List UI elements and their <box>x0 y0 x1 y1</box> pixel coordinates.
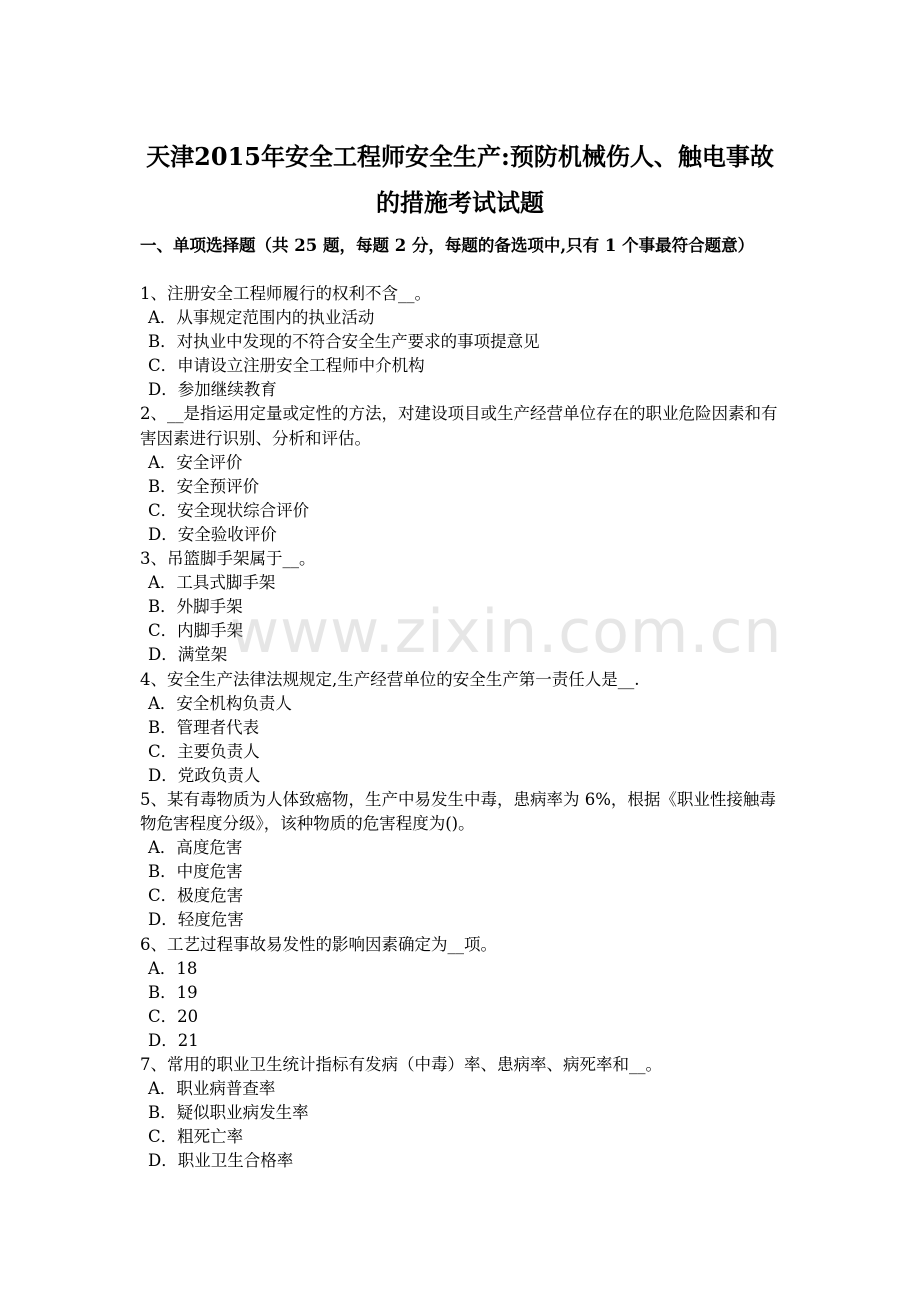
answer-option: D．职业卫生合格率 <box>148 1151 294 1171</box>
answer-option: C．内脚手架 <box>148 621 244 641</box>
question-block <box>140 282 790 402</box>
answer-option: C．20 <box>148 1006 199 1026</box>
question-stem: 1、注册安全工程师履行的权利不含__。 <box>140 284 431 303</box>
answer-option: C．申请设立注册安全工程师中介机构 <box>148 356 425 376</box>
answer-option: C．粗死亡率 <box>148 1127 244 1147</box>
answer-option: B．疑似职业病发生率 <box>148 1103 309 1123</box>
answer-option: A．安全评价 <box>148 452 243 472</box>
question-list <box>140 282 790 1173</box>
question-block <box>140 668 790 788</box>
answer-option: B．安全预评价 <box>148 476 260 496</box>
answer-option: B．外脚手架 <box>148 597 243 617</box>
answer-option: D．轻度危害 <box>148 910 244 930</box>
answer-option: A．从事规定范围内的执业活动 <box>148 308 375 328</box>
question-block <box>140 402 790 547</box>
answer-option: A．安全机构负责人 <box>148 693 292 713</box>
answer-option: D．参加继续教育 <box>148 380 277 400</box>
watermark: www.zixin.com.cn <box>230 597 783 667</box>
question-block <box>140 1053 790 1173</box>
answer-option: D．党政负责人 <box>148 765 261 785</box>
question-stem: 4、安全生产法律法规规定,生产经营单位的安全生产第一责任人是__. <box>140 669 640 689</box>
answer-option: A．工具式脚手架 <box>148 573 276 593</box>
answer-option: A．高度危害 <box>148 838 243 858</box>
document-title-line2: 的措施考试试题 <box>376 188 544 217</box>
answer-option: A．18 <box>148 958 198 978</box>
question-stem: 2、__是指运用定量或定性的方法，对建设项目或生产经营单位存在的职业危险因素和有害因素进行识别、分析和评估。 <box>140 404 778 448</box>
answer-option: A．职业病普查率 <box>148 1079 276 1099</box>
question-block <box>140 547 790 667</box>
answer-option: C．极度危害 <box>148 886 244 906</box>
answer-option: B．对执业中发现的不符合安全生产要求的事项提意见 <box>148 332 540 352</box>
answer-option: B．中度危害 <box>148 862 243 882</box>
question-stem: 3、吊篮脚手架属于__。 <box>140 549 316 569</box>
section-header: 一、单项选择题（共 25 题，每题 2 分，每题的备选项中,只有 1 个事最符合题意） <box>140 236 755 255</box>
question-stem: 6、工艺过程事故易发性的影响因素确定为__项。 <box>140 934 497 954</box>
document-title-line1: 天津2015年安全工程师安全生产:预防机械伤人、触电事故 <box>146 142 774 171</box>
question-stem: 5、某有毒物质为人体致癌物，生产中易发生中毒，患病率为 6%，根据《职业性接触毒物危害程度分级》，该种物质的危害程度为()。 <box>140 789 776 834</box>
question-block <box>140 933 790 1053</box>
answer-option: B．19 <box>148 982 198 1002</box>
answer-option: C．主要负责人 <box>148 741 260 761</box>
question-block <box>140 788 790 933</box>
answer-option: D．满堂架 <box>148 645 228 665</box>
answer-option: C．安全现状综合评价 <box>148 500 310 520</box>
answer-option: B．管理者代表 <box>148 717 260 737</box>
answer-option: D．21 <box>148 1030 199 1050</box>
question-stem: 7、常用的职业卫生统计指标有发病（中毒）率、患病率、病死率和__。 <box>140 1055 662 1074</box>
answer-option: D．安全验收评价 <box>148 524 277 544</box>
